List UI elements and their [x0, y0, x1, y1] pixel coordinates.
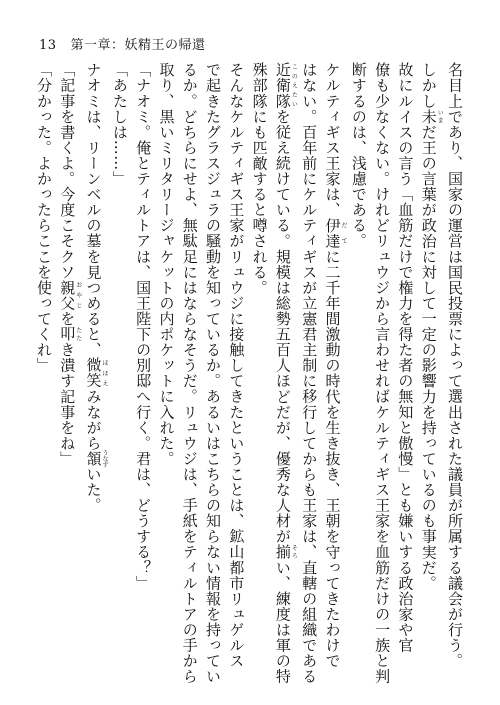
- text-line: 取り、黒いミリタリージャケットの内ポケットに入れた。: [157, 62, 176, 467]
- vertical-body-text: [32, 62, 466, 685]
- text-line: 「ナオミ。俺とティルトアは、国王陛下の別邸へ行く。君は、どうする？」: [134, 62, 153, 591]
- text-line: ナオミは、リーンベルの墓を見つめると、微笑ほほえみながら頷うなずいた。: [84, 62, 109, 513]
- text-line: 僚も少なくない。けれどリュウジから言わせればケルティギス王家を血筋だけの一族と判: [373, 62, 392, 684]
- furigana: 伊達だて: [323, 217, 348, 249]
- page-number: 13: [39, 38, 57, 53]
- text-line: 「記事を書くよ。今度こそクソ親父おやじを叩たたき潰す記事をね」: [58, 62, 82, 467]
- furigana: 親父おやじ: [58, 279, 82, 311]
- text-line: 「あたしは……」: [110, 62, 129, 187]
- chapter-title: 第一章：妖精王の帰還: [70, 38, 206, 53]
- running-header: [39, 34, 206, 53]
- text-line: 断するのは、浅慮である。: [349, 62, 368, 249]
- furigana: 揃そろ: [273, 544, 298, 560]
- text-line: 「分かった。よかったらここを使ってくれ」: [34, 62, 53, 373]
- text-line: るか。どちらにせよ、無駄足にはならなそうだ。リュウジは、手紙をティルトアの手から: [180, 62, 199, 684]
- text-line: しかし未いまだ王の言葉が政治に対して一定の影響力を持っているのも事実だ。: [419, 62, 444, 591]
- text-line: はない。百年前にケルティギスが立憲君主制に移行してからも王家は、直轄の組織である: [300, 62, 319, 684]
- text-line: で起きたグラスジュラの騒動を知っているか。あるいはこちらの知らない情報を持ってい: [204, 62, 223, 684]
- text-line: 殊部隊にも匹敵すると噂される。: [250, 62, 269, 296]
- text-line: 故にルイスの言う「血筋だけで権力を得た者の無知と傲慢」とも嫌いする政治家や官: [396, 62, 415, 653]
- furigana: 叩たた: [58, 326, 82, 342]
- text-line: 名目上であり、国家の運営は国民投票によって選出された議員が所属する議会が行う。: [446, 62, 464, 669]
- text-line: そんなケルティギス王家がリュウジに接触してきたということは、鉱山都市リュゲルス: [227, 62, 246, 669]
- furigana: 頷うなず: [84, 449, 109, 468]
- furigana: 微笑ほほえ: [84, 357, 109, 389]
- text-line: ケルティギス王家は、伊達だてに二千年間激動の時代を生き抜き、王朝を守ってきたわけで: [323, 62, 348, 669]
- furigana: 近衛隊このえたい: [273, 62, 298, 109]
- furigana: 未いま: [419, 108, 444, 125]
- text-line: 近衛隊このえたいを従え続けている。規模は総勢五百人ほどだが、優秀な人材が揃そろい、練度は軍の特: [273, 62, 298, 685]
